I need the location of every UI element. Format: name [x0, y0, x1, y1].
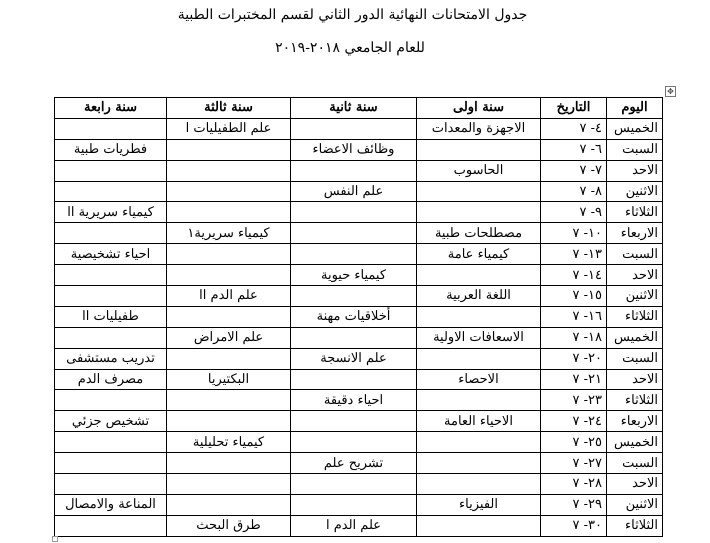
table-row: [55, 223, 663, 244]
cell-year2: احياء دقيقة: [291, 390, 417, 411]
cell-year3: [167, 265, 291, 286]
cell-day: الاثنين: [607, 286, 663, 307]
cell-date: ٣٠- ٧: [541, 515, 607, 536]
cell-year4: [55, 453, 167, 474]
cell-year4: تشخيص جزئي: [55, 411, 167, 432]
cell-year1: [417, 306, 541, 327]
table-row: [55, 369, 663, 390]
cell-year1: الاجهزة والمعدات: [417, 118, 541, 139]
cell-year3: [167, 453, 291, 474]
cell-year2: [291, 411, 417, 432]
cell-date: ٢٩- ٧: [541, 494, 607, 515]
cell-year1: مصطلحات طبية: [417, 223, 541, 244]
cell-year2: [291, 474, 417, 495]
table-row: [55, 327, 663, 348]
cell-date: ٢٣- ٧: [541, 390, 607, 411]
cell-year4: كيمياء سريرية اا: [55, 202, 167, 223]
cell-year1: [417, 453, 541, 474]
cell-year1: كيمياء عامة: [417, 244, 541, 265]
table-row: [55, 286, 663, 307]
cell-date: ١٣- ٧: [541, 244, 607, 265]
cell-year1: [417, 265, 541, 286]
cell-year1: [417, 202, 541, 223]
cell-day: الاحد: [607, 265, 663, 286]
cell-year3: طرق البحث: [167, 515, 291, 536]
cell-year4: [55, 118, 167, 139]
cell-date: ١٥- ٧: [541, 286, 607, 307]
cell-year3: البكتيريا: [167, 369, 291, 390]
table-move-handle-icon[interactable]: ✥: [665, 86, 676, 97]
header-row: [55, 98, 663, 119]
table-row: [55, 202, 663, 223]
cell-year3: [167, 244, 291, 265]
cell-date: ١٦- ٧: [541, 306, 607, 327]
cell-year4: فطريات طبية: [55, 139, 167, 160]
cell-day: السبت: [607, 139, 663, 160]
cell-year4: [55, 515, 167, 536]
cell-year2: كيمياء حيوية: [291, 265, 417, 286]
cell-year4: [55, 160, 167, 181]
table-row: [55, 411, 663, 432]
cell-day: الثلاثاء: [607, 202, 663, 223]
cell-year1: الحاسوب: [417, 160, 541, 181]
cell-year3: [167, 348, 291, 369]
exam-schedule-table: [54, 97, 663, 537]
cell-year1: الفيزياء: [417, 494, 541, 515]
cell-year1: [417, 390, 541, 411]
table-row: [55, 118, 663, 139]
cell-date: ١٤- ٧: [541, 265, 607, 286]
cell-year3: علم الدم اا: [167, 286, 291, 307]
cell-date: ٨- ٧: [541, 181, 607, 202]
cell-day: السبت: [607, 348, 663, 369]
cell-day: الاربعاء: [607, 223, 663, 244]
cell-day: الخميس: [607, 327, 663, 348]
cell-year2: [291, 286, 417, 307]
cell-day: السبت: [607, 244, 663, 265]
cell-year1: اللغة العربية: [417, 286, 541, 307]
table-row: [55, 348, 663, 369]
cell-date: ٢٠- ٧: [541, 348, 607, 369]
cell-year1: [417, 515, 541, 536]
cell-year3: [167, 390, 291, 411]
cell-date: ٩- ٧: [541, 202, 607, 223]
cell-year3: [167, 202, 291, 223]
table-row: [55, 139, 663, 160]
header-year4: سنة رابعة: [55, 98, 167, 119]
cell-day: الاحد: [607, 160, 663, 181]
header-day: اليوم: [607, 98, 663, 119]
cell-date: ٢١- ٧: [541, 369, 607, 390]
cell-day: الخميس: [607, 432, 663, 453]
cell-year1: الاحصاء: [417, 369, 541, 390]
cell-day: الاحد: [607, 474, 663, 495]
table-row: [55, 474, 663, 495]
cell-year1: الاسعافات الاولية: [417, 327, 541, 348]
cell-year3: [167, 494, 291, 515]
cell-year3: [167, 160, 291, 181]
cell-year4: [55, 265, 167, 286]
page-subtitle: للعام الجامعي ٢٠١٨-٢٠١٩: [275, 40, 425, 56]
cell-year2: [291, 223, 417, 244]
cell-year2: أخلاقيات مهنة: [291, 306, 417, 327]
cell-year2: [291, 327, 417, 348]
cell-year1: [417, 432, 541, 453]
cell-year3: كيمياء سريرية١: [167, 223, 291, 244]
cell-day: الاثنين: [607, 494, 663, 515]
cell-date: ٤- ٧: [541, 118, 607, 139]
cell-year2: [291, 118, 417, 139]
cell-year3: [167, 181, 291, 202]
cell-day: الخميس: [607, 118, 663, 139]
cell-year4: طفيليات اا: [55, 306, 167, 327]
table-row: [55, 244, 663, 265]
table-row: [55, 160, 663, 181]
cell-date: ٢٨- ٧: [541, 474, 607, 495]
cell-year4: تدريب مستشفى: [55, 348, 167, 369]
cell-day: الثلاثاء: [607, 515, 663, 536]
table-row: [55, 515, 663, 536]
cell-year2: وظائف الاعضاء: [291, 139, 417, 160]
table-row: [55, 181, 663, 202]
cell-year1: [417, 181, 541, 202]
table-row: [55, 306, 663, 327]
cell-date: ٢٤- ٧: [541, 411, 607, 432]
cell-year4: [55, 327, 167, 348]
cell-day: الاحد: [607, 369, 663, 390]
cell-year3: [167, 474, 291, 495]
cell-date: ٧- ٧: [541, 160, 607, 181]
cell-date: ٦- ٧: [541, 139, 607, 160]
cell-year4: مصرف الدم: [55, 369, 167, 390]
table-row: [55, 453, 663, 474]
cell-year4: [55, 181, 167, 202]
cell-year2: علم النفس: [291, 181, 417, 202]
cell-year1: [417, 139, 541, 160]
cell-year4: [55, 286, 167, 307]
cell-year1: [417, 474, 541, 495]
header-date: التاريخ: [541, 98, 607, 119]
cell-year4: احياء تشخيصية: [55, 244, 167, 265]
cell-year2: [291, 202, 417, 223]
cell-year2: [291, 494, 417, 515]
table-row: [55, 494, 663, 515]
table-row: [55, 432, 663, 453]
cell-year4: [55, 223, 167, 244]
table-row: [55, 265, 663, 286]
cell-year4: المناعة والامصال: [55, 494, 167, 515]
page-title: جدول الامتحانات النهائية الدور الثاني لقسم المختبرات الطبية: [177, 7, 528, 23]
cell-year4: [55, 474, 167, 495]
cell-year3: [167, 306, 291, 327]
header-year3: سنة ثالثة: [167, 98, 291, 119]
cell-year2: [291, 432, 417, 453]
cell-day: السبت: [607, 453, 663, 474]
cell-year1: [417, 348, 541, 369]
cell-date: ١٨- ٧: [541, 327, 607, 348]
cell-year3: علم الامراض: [167, 327, 291, 348]
cell-year2: [291, 160, 417, 181]
cell-date: ٢٧- ٧: [541, 453, 607, 474]
cell-year3: [167, 411, 291, 432]
header-year1: سنة اولى: [417, 98, 541, 119]
header-year2: سنة ثانية: [291, 98, 417, 119]
cell-date: ١٠- ٧: [541, 223, 607, 244]
cell-year2: [291, 244, 417, 265]
cell-year4: [55, 390, 167, 411]
cell-year4: [55, 432, 167, 453]
cell-day: الثلاثاء: [607, 306, 663, 327]
cell-year3: [167, 139, 291, 160]
cell-day: الاثنين: [607, 181, 663, 202]
cell-date: ٢٥- ٧: [541, 432, 607, 453]
cell-year3: علم الطفيليات ا: [167, 118, 291, 139]
cell-day: الاربعاء: [607, 411, 663, 432]
table-row: [55, 390, 663, 411]
cell-year2: تشريح علم: [291, 453, 417, 474]
cell-day: الثلاثاء: [607, 390, 663, 411]
cell-year2: [291, 369, 417, 390]
cell-year1: الاحياء العامة: [417, 411, 541, 432]
table-resize-handle[interactable]: [52, 536, 58, 542]
cell-year3: كيمياء تحليلية: [167, 432, 291, 453]
cell-year2: علم الانسجة: [291, 348, 417, 369]
cell-year2: علم الدم ا: [291, 515, 417, 536]
